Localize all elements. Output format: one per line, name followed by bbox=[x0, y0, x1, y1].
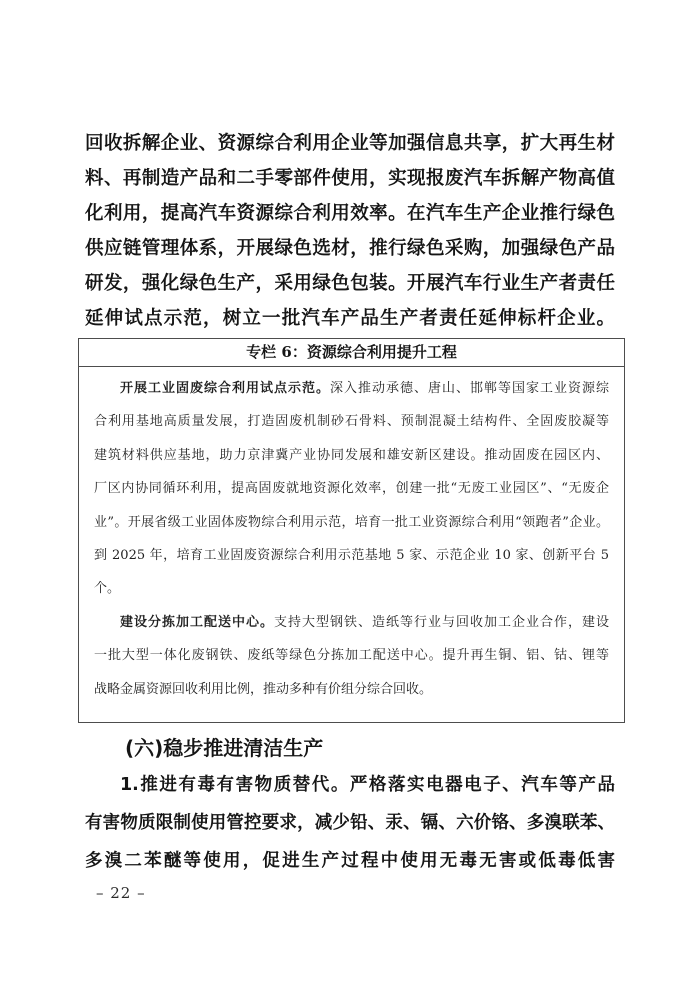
intro-line: 研发，强化绿色生产，采用绿色包装。开展汽车行业生产者责任 bbox=[85, 273, 615, 294]
box-line-text: 个。 bbox=[94, 581, 121, 597]
box-line bbox=[94, 472, 609, 505]
intro-line: 回收拆解企业、资源综合利用企业等加强信息共享，扩大再生材 bbox=[85, 133, 615, 154]
box-line-lead: 开展工业固废综合利用试点示范。 bbox=[120, 381, 330, 396]
box-line-text: 厂区内协同循环利用，提高固废就地资源化效率，创建一批“无废工业园区”、“无废企 bbox=[94, 481, 609, 497]
box-line-text: 建筑材料供应基地，助力京津冀产业协同发展和雄安新区建设。推动固废在园区内、 bbox=[94, 447, 609, 463]
box-line-text: 合利用基地高质量发展，打造固废机制砂石骨料、预制混凝土结构件、全固废胶凝等 bbox=[94, 414, 609, 430]
box-line bbox=[94, 673, 609, 706]
box-line-lead: 建设分拣加工配送中心。 bbox=[120, 614, 274, 630]
box-line bbox=[94, 639, 609, 672]
column-box-body bbox=[79, 367, 624, 722]
box-line-text: 战略金属资源回收利用比例，推动多种有价组分综合回收。 bbox=[94, 681, 433, 697]
intro-paragraph bbox=[85, 126, 615, 336]
box-line-text: 深入推动承德、唐山、邯郸等国家工业资源综 bbox=[330, 381, 609, 396]
box-line bbox=[94, 572, 609, 605]
column-box-title: 专栏 6：资源综合利用提升工程 bbox=[79, 339, 624, 367]
column-box bbox=[78, 338, 625, 723]
box-line bbox=[94, 439, 609, 472]
box-line bbox=[94, 539, 609, 572]
intro-line: 料、再制造产品和二手零部件使用，实现报废汽车拆解产物高值 bbox=[85, 168, 615, 189]
para-line: 多溴二苯醚等使用，促进生产过程中使用无毒无害或低毒低害 bbox=[85, 851, 615, 871]
box-line bbox=[94, 372, 609, 405]
box-line bbox=[94, 606, 609, 639]
box-line bbox=[94, 405, 609, 438]
page-number: – 22 – bbox=[96, 884, 146, 902]
para-line: 有害物质限制使用管控要求，减少铅、汞、镉、六价铬、多溴联苯、 bbox=[85, 813, 615, 833]
box-line-text: 到 2025 年，培育工业固废资源综合利用示范基地 5 家、示范企业 10 家、创新平台 5 bbox=[94, 548, 609, 564]
para-line: 1.推进有毒有害物质替代。严格落实电器电子、汽车等产品 bbox=[120, 775, 615, 795]
box-line-text: 业”。开展省级工业固体废物综合利用示范，培育一批工业资源综合利用“领跑者”企业。 bbox=[94, 514, 609, 530]
intro-line: 化利用，提高汽车资源综合利用效率。在汽车生产企业推行绿色 bbox=[85, 203, 615, 224]
box-line-text: 支持大型钢铁、造纸等行业与回收加工企业合作，建设 bbox=[274, 614, 609, 630]
intro-line: 供应链管理体系，开展绿色选材，推行绿色采购，加强绿色产品 bbox=[85, 238, 615, 259]
intro-line: 延伸试点示范，树立一批汽车产品生产者责任延伸标杆企业。 bbox=[85, 308, 615, 329]
body-paragraph bbox=[85, 766, 615, 880]
section-heading: (六)稳步推进清洁生产 bbox=[125, 736, 324, 760]
box-line bbox=[94, 506, 609, 539]
box-line-text: 一批大型一体化废钢铁、废纸等绿色分拣加工配送中心。提升再生铜、铝、钴、锂等 bbox=[94, 648, 609, 664]
